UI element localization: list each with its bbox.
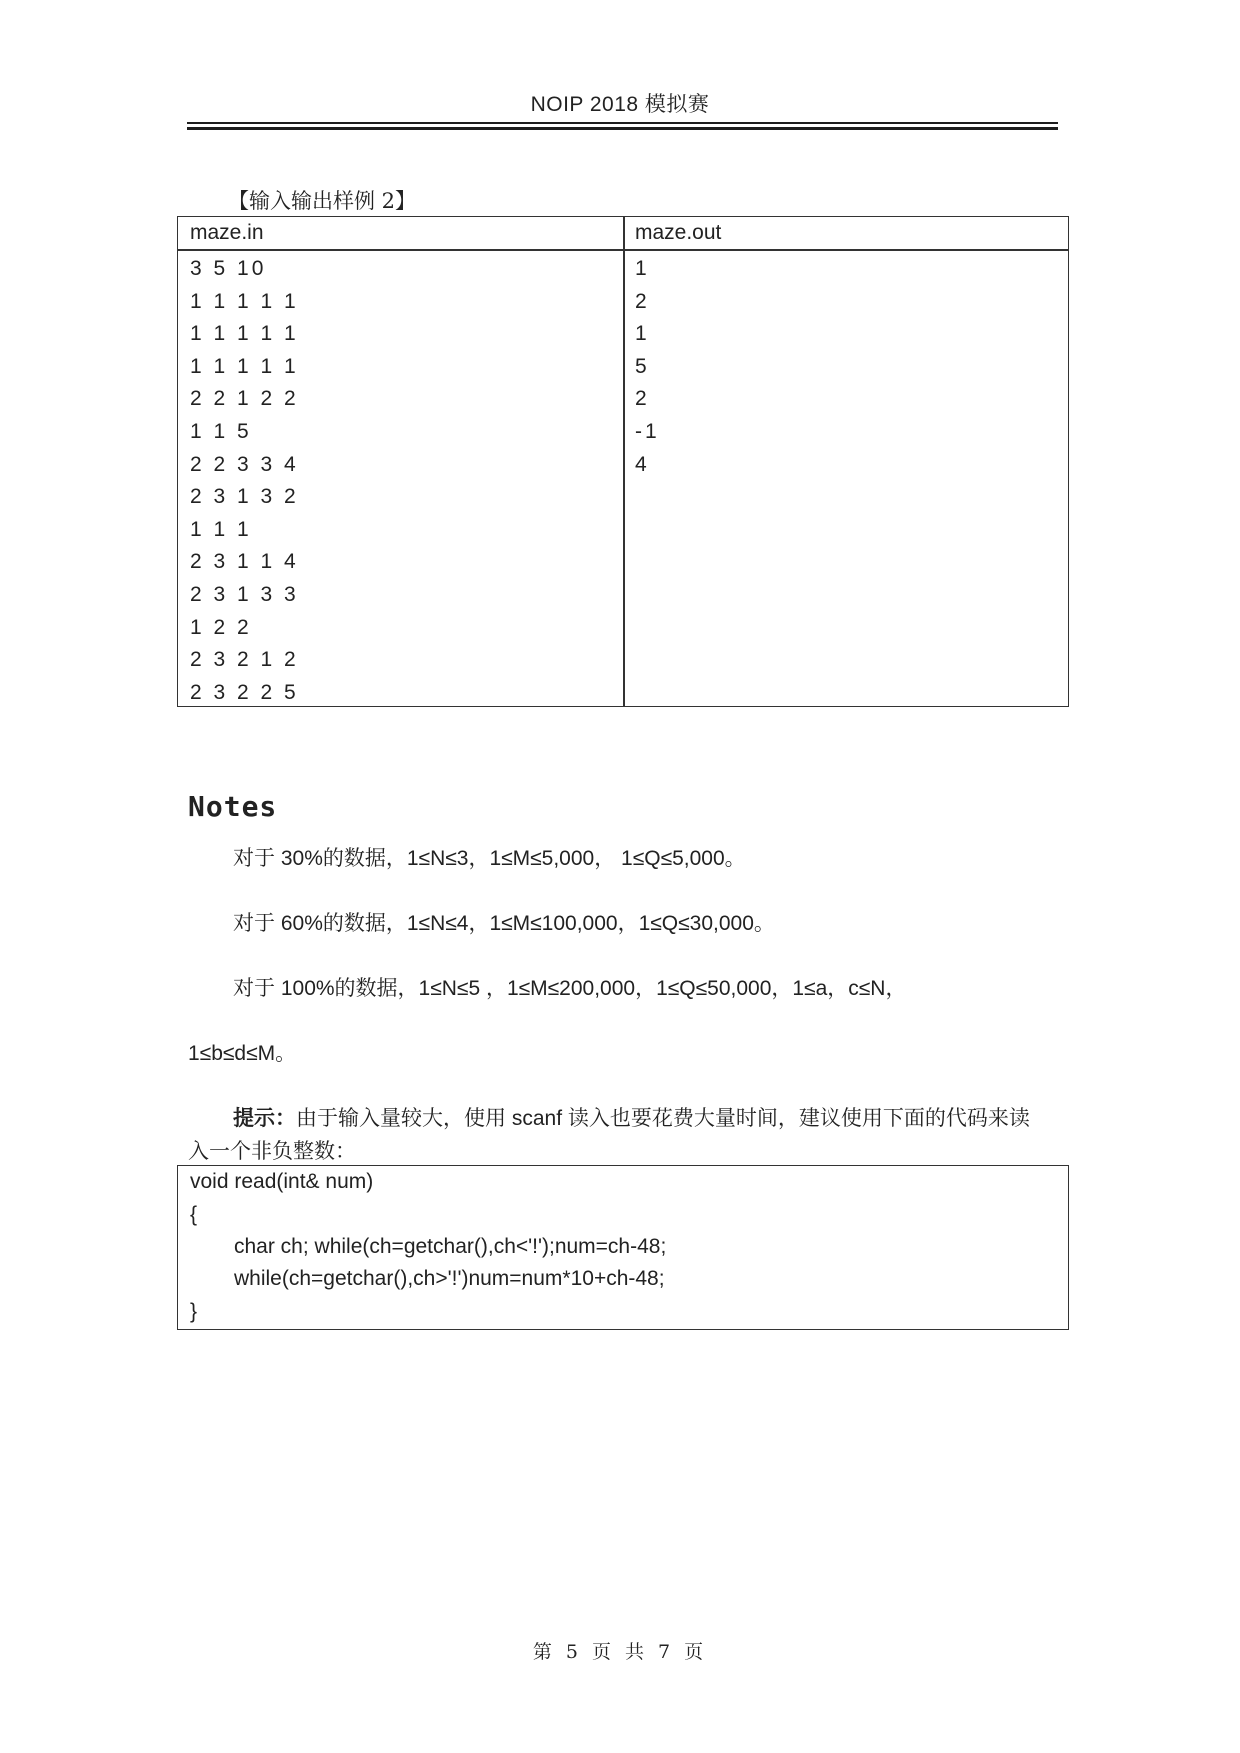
input-lines	[190, 253, 299, 709]
input-line: 1 2 2	[190, 615, 252, 639]
input-file-header: maze.in	[190, 221, 264, 244]
output-line: 2	[635, 387, 650, 411]
input-line: 1 1 1 1 1	[190, 322, 299, 346]
hint-text: 由于输入量较大，使用 scanf 读入也要花费大量时间，建议使用下面的代码来读	[296, 1107, 1030, 1130]
input-line: 2 3 1 3 3	[190, 582, 299, 606]
output-lines	[635, 253, 660, 481]
hint-paragraph-cont: 入一个非负整数：	[188, 1140, 356, 1163]
input-line: 2 3 1 1 4	[190, 550, 299, 574]
input-line: 3 5 10	[190, 257, 267, 280]
table-column-divider	[623, 217, 625, 706]
code-line: }	[190, 1300, 198, 1323]
constraint-60: 对于 60%的数据，1≤N≤4，1≤M≤100,000，1≤Q≤30,000。	[233, 912, 775, 935]
input-line: 2 2 1 2 2	[190, 387, 299, 411]
hint-label: 提示：	[233, 1107, 296, 1130]
constraint-100: 对于 100%的数据，1≤N≤5 ，1≤M≤200,000，1≤Q≤50,000，1≤a，c≤N，	[233, 977, 907, 1000]
header-rule-thick	[187, 127, 1058, 130]
table-header-divider	[178, 249, 1068, 251]
sample-table	[177, 216, 1069, 707]
page-number: 第 5 页 共 7 页	[532, 1641, 708, 1663]
output-line: 1	[635, 322, 650, 346]
output-line: 2	[635, 289, 650, 313]
input-line: 1 1 1 1 1	[190, 354, 299, 378]
notes-heading: Notes	[188, 790, 278, 823]
input-line: 2 3 2 2 5	[190, 680, 299, 704]
input-line: 1 1 1	[190, 517, 252, 541]
code-line: {	[190, 1203, 198, 1226]
output-line: -1	[635, 419, 660, 443]
code-line: char ch; while(ch=getchar(),ch<'!');num=ch-48;	[234, 1235, 667, 1258]
code-line: void read(int& num)	[190, 1170, 374, 1193]
hint-paragraph	[233, 1102, 1030, 1132]
page-header: NOIP 2018 模拟赛	[530, 93, 710, 116]
output-line: 5	[635, 354, 650, 378]
input-line: 2 3 2 1 2	[190, 648, 299, 672]
input-line: 2 2 3 3 4	[190, 452, 299, 476]
constraint-100-cont: 1≤b≤d≤M。	[188, 1042, 297, 1065]
sample-caption: 【输入输出样例 2】	[228, 189, 417, 213]
constraint-30: 对于 30%的数据，1≤N≤3，1≤M≤5,000， 1≤Q≤5,000。	[233, 847, 746, 870]
input-line: 1 1 5	[190, 419, 252, 443]
input-line: 1 1 1 1 1	[190, 289, 299, 313]
header-rule-thin	[187, 122, 1058, 124]
output-line: 4	[635, 452, 650, 476]
output-file-header: maze.out	[635, 221, 722, 244]
input-line: 2 3 1 3 2	[190, 485, 299, 509]
output-line: 1	[635, 257, 650, 280]
code-block	[177, 1165, 1069, 1330]
code-line: while(ch=getchar(),ch>'!')num=num*10+ch-48;	[234, 1267, 665, 1290]
